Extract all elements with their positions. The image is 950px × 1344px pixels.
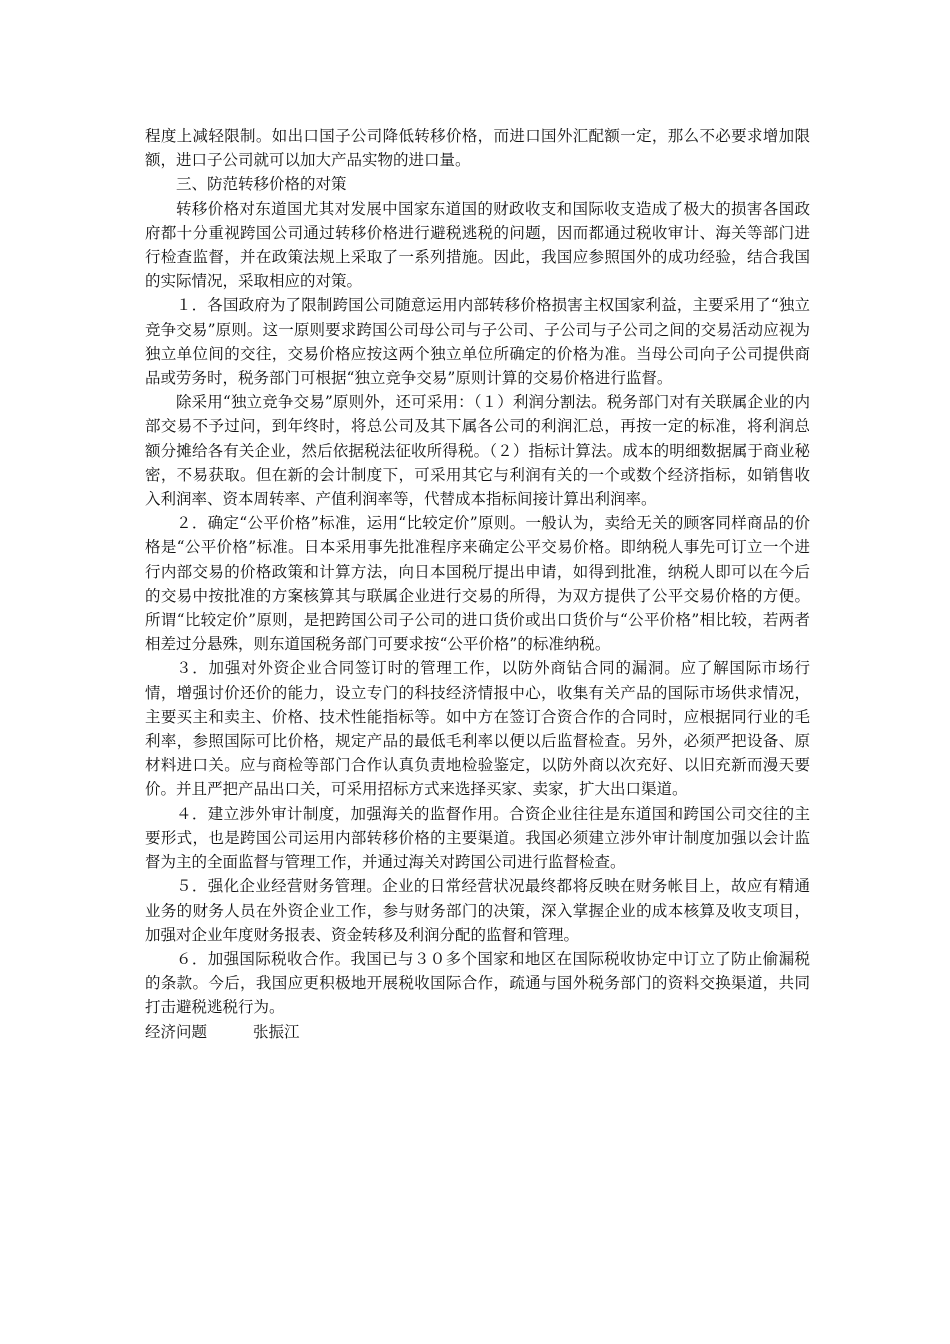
paragraph-item-5: ５．强化企业经营财务管理。企业的日常经营状况最终都将反映在财务帐目上，故应有精通业务的财务人员在外资企业工作，参与财务部门的决策，深入掌握企业的成本核算及收支项目，加强对企业年度财务报表、资金转移及利润分配的监督和管理。	[145, 877, 810, 944]
paragraph-item-2: ２．确定“公平价格”标准，运用“比较定价”原则。一般认为，卖给无关的顾客同样商品的价格是“公平价格”标准。日本采用事先批准程序来确定公平交易价格。即纳税人事先可订立一个进行内部交易的价格政策和计算方法，向日本国税厅提出申请，如得到批准，纳税人即可以在今后的交易中按批准的方案核算其与联属企业进行交易的所得，为双方提供了公平交易价格的方便。所谓“比较定价”原则，是把跨国公司子公司的进口货价或出口货价与“公平价格”相比较，若两者相差过分悬殊，则东道国税务部门可要求按“公平价格”的标准纳税。	[145, 514, 810, 654]
source-name: 经济问题	[145, 1022, 208, 1041]
paragraph-continuation: 程度上减轻限制。如出口国子公司降低转移价格，而进口国外汇配额一定，那么不必要求增加限额，进口子公司就可以加大产品实物的进口量。	[145, 127, 810, 170]
paragraph-item-6: ６．加强国际税收合作。我国已与３０多个国家和地区在国际税收协定中订立了防止偷漏税的条款。今后，我国应更积极地开展税收国际合作，疏通与国外税务部门的资料交换渠道，共同打击避税逃税行为。	[145, 949, 810, 1017]
paragraph-item-4: ４．建立涉外审计制度，加强海关的监督作用。合资企业往往是东道国和跨国公司交往的主要形式，也是跨国公司运用内部转移价格的主要渠道。我国必须建立涉外审计制度加强以会计监督为主的全面监督与管理工作，并通过海关对跨国公司进行监督检查。	[145, 804, 810, 872]
paragraph-item-1: １．各国政府为了限制跨国公司随意运用内部转移价格损害主权国家利益，主要采用了“独立竞争交易”原则。这一原则要求跨国公司母公司与子公司、子公司与子公司之间的交易活动应视为独立单位间的交往，交易价格应按这两个独立单位所确定的价格为准。当母公司向子公司提供商品或劳务时，税务部门可根据“独立竞争交易”原则计算的交易价格进行监督。	[145, 296, 810, 388]
paragraph-item-1-supplement: 除采用“独立竞争交易”原则外，还可采用：（１）利润分割法。税务部门对有关联属企业的内部交易不予过问，到年终时，将总公司及其下属各公司的利润汇总，再按一定的标准，将利润总额分摊给各有关企业，然后依据税法征收所得税。（２）指标计算法。成本的明细数据属于商业秘密，不易获取。但在新的会计制度下，可采用其它与利润有关的一个或数个经济指标，如销售收入利润率、资本周转率、产值利润率等，代替成本指标间接计算出利润率。	[145, 393, 810, 509]
author-name: 张振江	[253, 1022, 300, 1041]
document-body	[145, 124, 810, 1044]
source-footer	[145, 1020, 810, 1044]
paragraph-intro: 转移价格对东道国尤其对发展中国家东道国的财政收支和国际收支造成了极大的损害各国政府都十分重视跨国公司通过转移价格进行避税逃税的问题，因而都通过税收审计、海关等部门进行检查监督，并在政策法规上采取了一系列措施。因此，我国应参照国外的成功经验，结合我国的实际情况，采取相应的对策。	[145, 199, 810, 291]
section-heading: 三、防范转移价格的对策	[176, 175, 347, 194]
paragraph-item-3: ３．加强对外资企业合同签订时的管理工作，以防外商钻合同的漏洞。应了解国际市场行情，增强讨价还价的能力，设立专门的科技经济情报中心，收集有关产品的国际市场供求情况，主要买主和卖主、价格、技术性能指标等。如中方在签订合资合作的合同时，应根据同行业的毛利率，参照国际可比价格，规定产品的最低毛利率以便以后监督检查。另外，必须严把设备、原材料进口关。应与商检等部门合作认真负责地检验鉴定，以防外商以次充好、以旧充新而漫天要价。并且严把产品出口关，可采用招标方式来选择买家、卖家，扩大出口渠道。	[145, 659, 810, 799]
